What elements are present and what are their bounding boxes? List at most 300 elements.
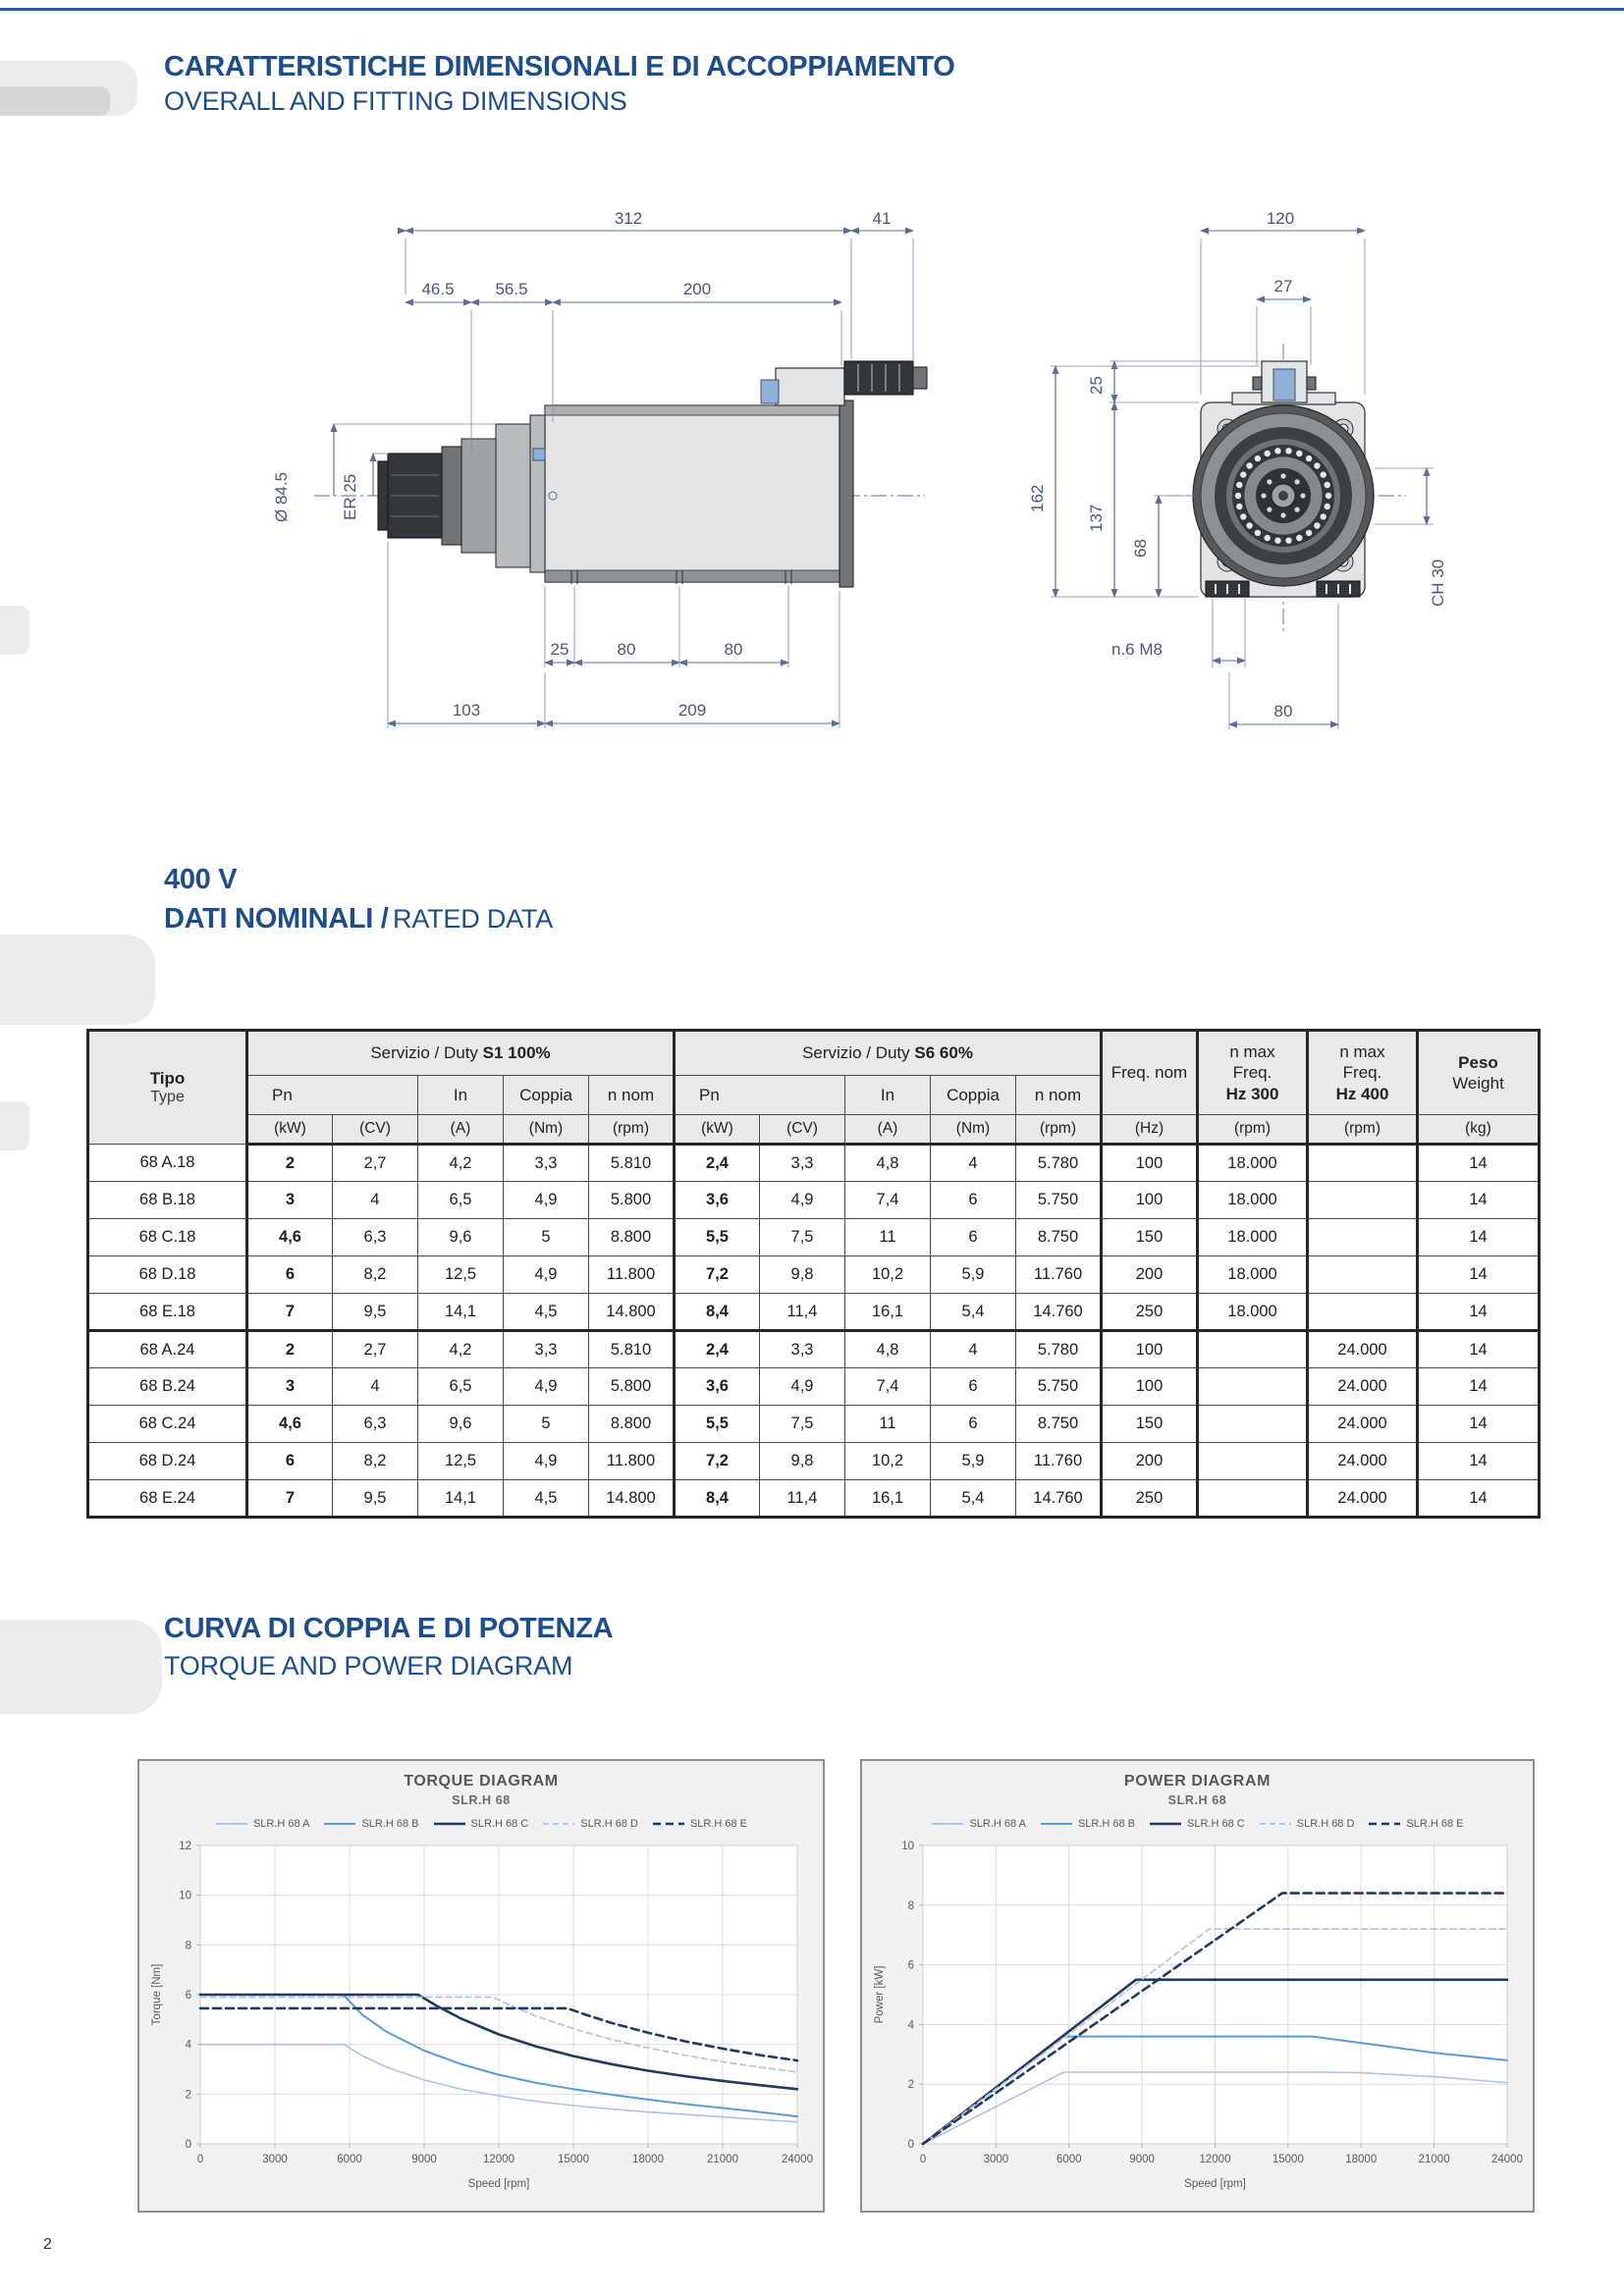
table-cell: 24.000	[1308, 1368, 1418, 1406]
table-row	[88, 1443, 1540, 1480]
table-cell: 5.800	[589, 1182, 675, 1219]
torque-chart-plot	[145, 1836, 817, 2201]
table-cell: 12,5	[418, 1443, 504, 1480]
section2-title-it: DATI NOMINALI /	[164, 903, 389, 934]
section1-title-it: CARATTERISTICHE DIMENSIONALI E DI ACCOPPIAMENTO	[164, 51, 955, 82]
table-cell: 5,4	[931, 1480, 1016, 1518]
torque-chart-card	[137, 1759, 825, 2213]
x-tick-label: 15000	[558, 2154, 589, 2165]
table-cell: 16,1	[845, 1480, 931, 1518]
table-cell: 4,9	[760, 1368, 845, 1406]
table-cell: 3	[247, 1368, 333, 1406]
table-cell: 68 C.18	[88, 1219, 247, 1256]
section2-voltage: 400 V	[164, 864, 238, 895]
x-tick-label: 12000	[483, 2154, 514, 2165]
y-tick-label: 6	[185, 1990, 191, 2002]
table-cell: 11.800	[589, 1443, 675, 1480]
x-tick-label: 3000	[262, 2154, 288, 2165]
table-cell: 250	[1102, 1480, 1198, 1518]
table-cell: 4,5	[504, 1480, 589, 1518]
x-tick-label: 21000	[707, 2154, 738, 2165]
dim-27: 27	[1273, 277, 1293, 295]
table-cell: 68 B.24	[88, 1368, 247, 1406]
unit-cv-s6: (CV)	[760, 1115, 845, 1145]
col-header-pn-s6: Pn	[675, 1076, 845, 1115]
table-cell: 4,6	[247, 1219, 333, 1256]
table-cell	[1198, 1331, 1308, 1368]
legend-item	[433, 1818, 529, 1830]
legend-item	[1149, 1818, 1245, 1830]
x-tick-label: 15000	[1272, 2154, 1304, 2165]
table-cell: 5,9	[931, 1256, 1016, 1294]
section-tab-3	[0, 934, 155, 1025]
y-axis-title: Torque [Nm]	[151, 1963, 163, 2026]
legend-label: SLR.H 68 A	[252, 1818, 310, 1830]
table-cell: 18.000	[1198, 1294, 1308, 1331]
power-chart-title: POWER DIAGRAM	[1123, 1773, 1272, 1789]
dim-f25: 25	[1087, 376, 1106, 395]
table-cell: 14	[1418, 1294, 1540, 1331]
legend-label: SLR.H 68 E	[689, 1818, 748, 1830]
legend-swatch-line	[931, 1819, 964, 1829]
col-header-nmax-300: n max Freq. Hz 300	[1198, 1031, 1308, 1115]
table-cell: 68 E.18	[88, 1294, 247, 1331]
table-cell: 100	[1102, 1331, 1198, 1368]
table-cell: 4	[333, 1368, 418, 1406]
table-cell: 14.800	[589, 1480, 675, 1518]
col-header-nmax-400: n max Freq. Hz 400	[1308, 1031, 1418, 1115]
table-cell: 2	[247, 1145, 333, 1182]
x-tick-label: 3000	[983, 2154, 1009, 2165]
table-cell: 200	[1102, 1256, 1198, 1294]
table-row	[88, 1368, 1540, 1406]
table-cell: 9,8	[760, 1443, 845, 1480]
table-cell: 14.760	[1016, 1294, 1102, 1331]
page-number: 2	[43, 2236, 52, 2253]
table-cell: 11	[845, 1406, 931, 1443]
tipo-label-en: Type	[150, 1089, 185, 1105]
y-tick-label: 0	[185, 2139, 191, 2151]
table-cell: 6	[247, 1256, 333, 1294]
table-cell	[1308, 1294, 1418, 1331]
table-cell: 14	[1418, 1256, 1540, 1294]
table-cell: 14	[1418, 1145, 1540, 1182]
unit-rpm-s6: (rpm)	[1016, 1115, 1102, 1145]
legend-item	[1040, 1818, 1135, 1830]
table-cell: 14	[1418, 1406, 1540, 1443]
table-cell: 3,6	[675, 1182, 760, 1219]
table-cell: 18.000	[1198, 1145, 1308, 1182]
legend-label: SLR.H 68 D	[580, 1818, 638, 1830]
table-cell: 4,5	[504, 1294, 589, 1331]
legend-swatch-line	[652, 1819, 685, 1829]
unit-a-s6: (A)	[845, 1115, 931, 1145]
table-cell: 6	[931, 1219, 1016, 1256]
table-cell: 5.810	[589, 1145, 675, 1182]
table-cell: 14,1	[418, 1294, 504, 1331]
table-cell: 2,7	[333, 1331, 418, 1368]
table-cell: 7,4	[845, 1368, 931, 1406]
table-cell: 100	[1102, 1182, 1198, 1219]
x-tick-label: 0	[196, 2154, 204, 2165]
dim-46-5: 46.5	[421, 280, 455, 298]
y-tick-label: 4	[907, 2019, 914, 2032]
x-tick-label: 0	[919, 2154, 927, 2165]
table-cell: 4	[931, 1331, 1016, 1368]
section3-title-it: CURVA DI COPPIA E DI POTENZA	[164, 1613, 614, 1644]
col-group-s1: Servizio / Duty S1 100%	[247, 1031, 675, 1076]
table-cell: 3	[247, 1182, 333, 1219]
table-cell: 68 D.24	[88, 1443, 247, 1480]
table-cell: 3,3	[504, 1331, 589, 1368]
table-cell: 5.750	[1016, 1368, 1102, 1406]
x-tick-label: 12000	[1199, 2154, 1231, 2165]
dim-120: 120	[1266, 209, 1295, 228]
table-cell: 7,5	[760, 1219, 845, 1256]
col-header-pn-s1: Pn	[247, 1076, 418, 1115]
tipo-label-it: Tipo	[149, 1069, 186, 1088]
section-tab-4	[0, 1101, 29, 1150]
table-cell: 2,7	[333, 1145, 418, 1182]
table-cell: 11.760	[1016, 1256, 1102, 1294]
dim-41: 41	[872, 209, 892, 228]
unit-kw-s6: (kW)	[675, 1115, 760, 1145]
table-row	[88, 1331, 1540, 1368]
table-cell: 4,9	[504, 1182, 589, 1219]
table-cell: 8.800	[589, 1219, 675, 1256]
col-header-peso: Peso Weight	[1418, 1031, 1540, 1115]
table-cell: 68 D.18	[88, 1256, 247, 1294]
table-cell: 9,5	[333, 1480, 418, 1518]
dim-312: 312	[614, 209, 643, 228]
table-cell: 7,4	[845, 1182, 931, 1219]
table-cell	[1198, 1406, 1308, 1443]
table-cell: 8,2	[333, 1256, 418, 1294]
table-cell: 5.810	[589, 1331, 675, 1368]
table-cell	[1198, 1480, 1308, 1518]
dim-103: 103	[452, 701, 481, 720]
section2-title	[164, 903, 553, 935]
dim-n6m8: n.6 M8	[1111, 640, 1163, 659]
unit-kg: (kg)	[1418, 1115, 1540, 1145]
y-tick-label: 2	[185, 2089, 191, 2102]
power-chart-legend	[862, 1816, 1533, 1832]
table-cell: 18.000	[1198, 1182, 1308, 1219]
table-cell: 2,4	[675, 1331, 760, 1368]
x-tick-label: 21000	[1418, 2154, 1450, 2165]
table-cell: 4,6	[247, 1406, 333, 1443]
table-row	[88, 1480, 1540, 1518]
table-cell: 11,4	[760, 1294, 845, 1331]
x-tick-label: 18000	[1345, 2154, 1378, 2165]
front-view-drawing	[1021, 137, 1571, 766]
legend-label: SLR.H 68 A	[969, 1818, 1026, 1830]
legend-item	[542, 1818, 638, 1830]
table-cell: 250	[1102, 1294, 1198, 1331]
x-tick-label: 6000	[1056, 2154, 1082, 2165]
table-cell: 10,2	[845, 1443, 931, 1480]
table-cell: 5,9	[931, 1443, 1016, 1480]
table-row	[88, 1145, 1540, 1182]
table-cell: 8.750	[1016, 1219, 1102, 1256]
table-cell: 100	[1102, 1368, 1198, 1406]
unit-kw-s1: (kW)	[247, 1115, 333, 1145]
y-tick-label: 8	[907, 1899, 914, 1912]
table-cell: 68 A.24	[88, 1331, 247, 1368]
table-cell: 150	[1102, 1219, 1198, 1256]
dim-209: 209	[677, 701, 707, 720]
table-cell: 5.780	[1016, 1145, 1102, 1182]
legend-label: SLR.H 68 B	[1077, 1818, 1136, 1830]
legend-item	[1259, 1818, 1355, 1830]
legend-item	[323, 1818, 418, 1830]
table-cell: 4,9	[504, 1368, 589, 1406]
power-chart-plot	[868, 1836, 1527, 2201]
table-cell: 5.750	[1016, 1182, 1102, 1219]
dim-80a: 80	[617, 640, 636, 659]
table-cell: 10,2	[845, 1256, 931, 1294]
table-cell	[1198, 1443, 1308, 1480]
table-cell: 18.000	[1198, 1256, 1308, 1294]
y-tick-label: 2	[907, 2079, 914, 2092]
dim-137: 137	[1087, 504, 1106, 532]
y-tick-label: 4	[185, 2039, 191, 2052]
table-cell: 5,4	[931, 1294, 1016, 1331]
table-cell: 11,4	[760, 1480, 845, 1518]
col-group-s6: Servizio / Duty S6 60%	[675, 1031, 1102, 1076]
table-cell	[1308, 1219, 1418, 1256]
table-cell: 3,6	[675, 1368, 760, 1406]
col-header-nnom-s1: n nom	[589, 1076, 675, 1115]
table-cell: 2,4	[675, 1145, 760, 1182]
table-cell: 14	[1418, 1331, 1540, 1368]
legend-item	[215, 1818, 309, 1830]
table-cell: 4,2	[418, 1145, 504, 1182]
legend-label: SLR.H 68 B	[361, 1818, 419, 1830]
legend-label: SLR.H 68 C	[470, 1818, 529, 1830]
dim-80b: 80	[724, 640, 743, 659]
col-header-freq: Freq. nom	[1102, 1031, 1198, 1115]
table-cell: 24.000	[1308, 1443, 1418, 1480]
table-cell: 14	[1418, 1480, 1540, 1518]
unit-rpm-400: (rpm)	[1308, 1115, 1418, 1145]
x-axis-title: Speed [rpm]	[1184, 2178, 1246, 2190]
table-cell: 5,5	[675, 1219, 760, 1256]
table-cell: 68 B.18	[88, 1182, 247, 1219]
table-cell: 4	[931, 1145, 1016, 1182]
table-cell: 7	[247, 1294, 333, 1331]
y-tick-label: 10	[179, 1890, 191, 1902]
x-tick-label: 9000	[1129, 2154, 1155, 2165]
legend-label: SLR.H 68 C	[1187, 1818, 1245, 1830]
table-cell: 6,5	[418, 1368, 504, 1406]
table-cell: 150	[1102, 1406, 1198, 1443]
legend-swatch-line	[1259, 1819, 1292, 1829]
y-axis-title: Power [kW]	[874, 1965, 886, 2024]
y-tick-label: 10	[901, 1841, 914, 1852]
legend-swatch-line	[433, 1819, 466, 1829]
table-row	[88, 1294, 1540, 1331]
table-cell: 4,9	[504, 1256, 589, 1294]
table-cell: 6	[931, 1368, 1016, 1406]
table-cell: 24.000	[1308, 1480, 1418, 1518]
table-cell: 8,4	[675, 1294, 760, 1331]
torque-chart-title: TORQUE DIAGRAM	[404, 1773, 559, 1789]
table-cell: 3,3	[760, 1145, 845, 1182]
table-cell: 11.800	[589, 1256, 675, 1294]
table-cell: 14	[1418, 1443, 1540, 1480]
legend-swatch-line	[1149, 1819, 1182, 1829]
table-cell: 14	[1418, 1182, 1540, 1219]
dim-200: 200	[682, 280, 712, 298]
legend-item	[652, 1818, 747, 1830]
dim-25: 25	[550, 640, 569, 659]
unit-cv-s1: (CV)	[333, 1115, 418, 1145]
table-cell: 5,5	[675, 1406, 760, 1443]
section1-title-en: OVERALL AND FITTING DIMENSIONS	[164, 86, 627, 116]
dim-56-5: 56.5	[495, 280, 528, 298]
table-cell: 5	[504, 1219, 589, 1256]
table-cell: 9,5	[333, 1294, 418, 1331]
x-tick-label: 9000	[411, 2154, 437, 2165]
x-axis-title: Speed [rpm]	[467, 2178, 530, 2190]
legend-swatch-line	[1040, 1819, 1073, 1829]
table-cell: 9,6	[418, 1219, 504, 1256]
x-tick-label: 24000	[782, 2154, 813, 2165]
table-cell: 3,3	[504, 1145, 589, 1182]
table-cell: 18.000	[1198, 1219, 1308, 1256]
table-cell: 4,9	[504, 1443, 589, 1480]
table-cell	[1198, 1368, 1308, 1406]
unit-nm-s6: (Nm)	[931, 1115, 1016, 1145]
x-tick-label: 6000	[337, 2154, 362, 2165]
table-cell: 7,2	[675, 1256, 760, 1294]
table-row	[88, 1406, 1540, 1443]
table-cell: 6	[931, 1182, 1016, 1219]
legend-item	[1368, 1818, 1463, 1830]
table-cell: 8.800	[589, 1406, 675, 1443]
table-cell: 14.800	[589, 1294, 675, 1331]
unit-a-s1: (A)	[418, 1115, 504, 1145]
torque-chart-subtitle: SLR.H 68	[452, 1793, 511, 1807]
table-cell: 8,4	[675, 1480, 760, 1518]
table-row	[88, 1182, 1540, 1219]
legend-item	[931, 1818, 1025, 1830]
table-cell: 100	[1102, 1145, 1198, 1182]
legend-swatch-line	[215, 1819, 248, 1829]
legend-swatch-line	[323, 1819, 356, 1829]
dim-ch30: CH 30	[1429, 559, 1447, 607]
table-cell: 3,3	[760, 1331, 845, 1368]
table-cell	[1308, 1182, 1418, 1219]
table-cell: 8,2	[333, 1443, 418, 1480]
section-tab-1-accent	[0, 86, 110, 116]
section3-title-en: TORQUE AND POWER DIAGRAM	[164, 1651, 573, 1681]
y-tick-label: 6	[907, 1959, 914, 1972]
table-cell	[1308, 1145, 1418, 1182]
top-rule	[0, 8, 1624, 11]
power-chart-subtitle: SLR.H 68	[1167, 1793, 1227, 1807]
table-cell: 5.800	[589, 1368, 675, 1406]
table-cell: 7	[247, 1480, 333, 1518]
table-cell: 14,1	[418, 1480, 504, 1518]
legend-label: SLR.H 68 D	[1296, 1818, 1355, 1830]
power-chart-card	[860, 1759, 1535, 2213]
table-cell: 68 E.24	[88, 1480, 247, 1518]
rated-data-table	[86, 1029, 1541, 1519]
table-cell: 16,1	[845, 1294, 931, 1331]
table-cell: 6,5	[418, 1182, 504, 1219]
side-view-drawing	[177, 137, 952, 766]
section2-title-en: RATED DATA	[393, 904, 554, 934]
dim-68: 68	[1131, 539, 1150, 558]
dim-162: 162	[1028, 484, 1047, 512]
legend-swatch-line	[1368, 1819, 1401, 1829]
x-tick-label: 24000	[1491, 2154, 1523, 2165]
dim-dia-84-5: Ø 84.5	[272, 471, 291, 522]
table-cell: 11	[845, 1219, 931, 1256]
col-header-tipo	[88, 1031, 247, 1145]
unit-nm-s1: (Nm)	[504, 1115, 589, 1145]
y-tick-label: 12	[179, 1841, 191, 1852]
x-tick-label: 18000	[632, 2154, 664, 2165]
dim-er25: ER 25	[341, 473, 359, 520]
section-tab-2	[0, 606, 29, 655]
table-cell: 6,3	[333, 1219, 418, 1256]
legend-label: SLR.H 68 E	[1406, 1818, 1464, 1830]
table-cell: 4,8	[845, 1145, 931, 1182]
unit-rpm-300: (rpm)	[1198, 1115, 1308, 1145]
col-header-coppia-s6: Coppia	[931, 1076, 1016, 1115]
col-header-coppia-s1: Coppia	[504, 1076, 589, 1115]
table-cell: 24.000	[1308, 1331, 1418, 1368]
col-header-in-s1: In	[418, 1076, 504, 1115]
section-tab-5	[0, 1620, 162, 1714]
table-cell: 6	[247, 1443, 333, 1480]
table-cell: 68 A.18	[88, 1145, 247, 1182]
table-cell: 5	[504, 1406, 589, 1443]
table-cell: 24.000	[1308, 1406, 1418, 1443]
table-cell: 4	[333, 1182, 418, 1219]
y-tick-label: 0	[907, 2139, 914, 2151]
col-header-nnom-s6: n nom	[1016, 1076, 1102, 1115]
table-cell: 4,2	[418, 1331, 504, 1368]
table-cell: 7,5	[760, 1406, 845, 1443]
unit-rpm-s1: (rpm)	[589, 1115, 675, 1145]
table-cell: 6,3	[333, 1406, 418, 1443]
table-cell: 11.760	[1016, 1443, 1102, 1480]
table-cell	[1308, 1256, 1418, 1294]
col-header-in-s6: In	[845, 1076, 931, 1115]
table-cell: 68 C.24	[88, 1406, 247, 1443]
table-row	[88, 1219, 1540, 1256]
table-cell: 14.760	[1016, 1480, 1102, 1518]
table-cell: 8.750	[1016, 1406, 1102, 1443]
table-cell: 9,6	[418, 1406, 504, 1443]
y-tick-label: 8	[185, 1940, 191, 1952]
dim-f80: 80	[1273, 702, 1293, 721]
table-cell: 200	[1102, 1443, 1198, 1480]
table-cell: 4,9	[760, 1182, 845, 1219]
table-cell: 2	[247, 1331, 333, 1368]
table-cell: 6	[931, 1406, 1016, 1443]
table-cell: 14	[1418, 1368, 1540, 1406]
legend-swatch-line	[542, 1819, 575, 1829]
table-cell: 7,2	[675, 1443, 760, 1480]
table-row	[88, 1256, 1540, 1294]
table-cell: 9,8	[760, 1256, 845, 1294]
table-cell: 14	[1418, 1219, 1540, 1256]
